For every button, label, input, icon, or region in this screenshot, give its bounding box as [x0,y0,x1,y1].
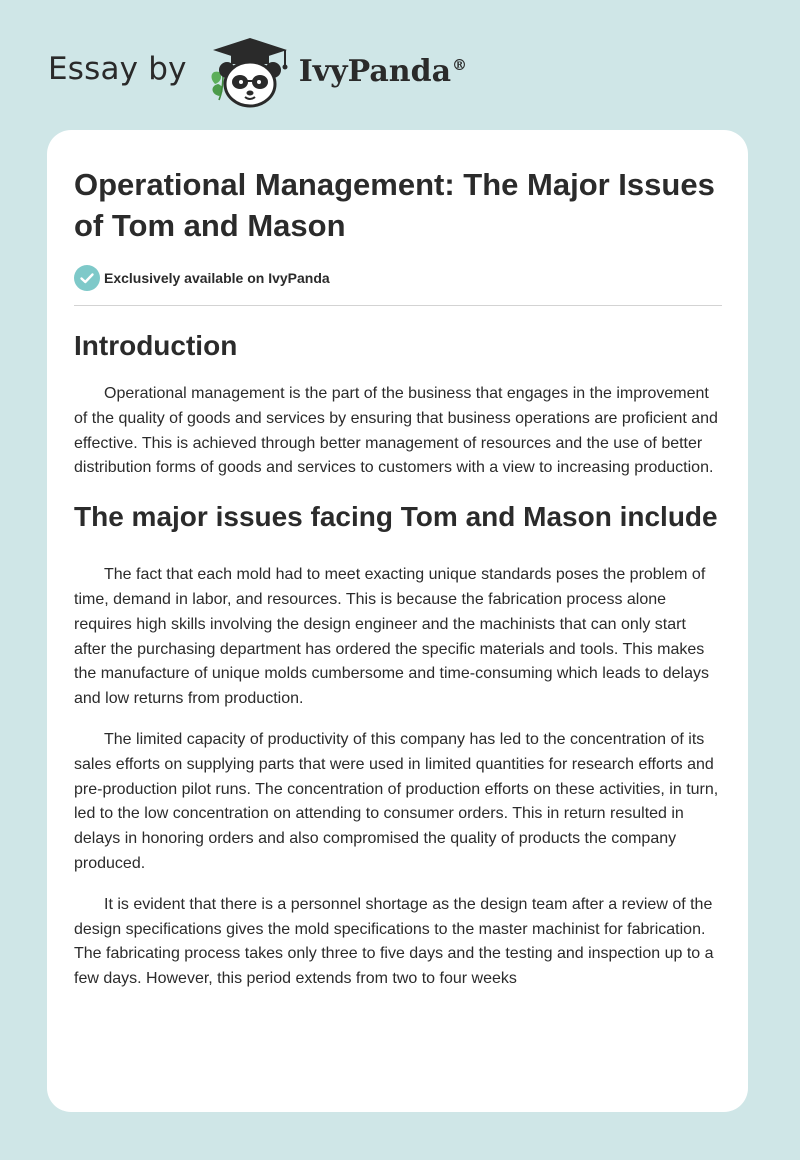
paragraph: The fact that each mold had to meet exacting unique standards poses the problem of time, demand in labor, and resources. This is because the fabrication process alone requires high skills involving the design engineer and the machinists that can only start after the purchasing department has ordered the specific materials and tools. This makes the manufacture of unique molds cumbersome and time-consuming which leads to delays and low returns from production. [74,566,709,708]
essay-title: Operational Management: The Major Issues of Tom and Mason [74,167,715,243]
essay-card [47,130,748,1112]
brand-header[interactable] [48,34,467,110]
paragraph: The limited capacity of productivity of this company has led to the concentration of its sales efforts on supplying parts that were used in limited quantities for research efforts and pre-production pilot runs. The concentration of production efforts on these activities, in turn, led to the low concentration on attending to consumer orders. This in return resulted in delays in honoring orders and also compromised the quality of products the company produced. [74,730,719,872]
registered-mark: ® [452,55,468,74]
check-circle-icon [74,265,100,291]
section-heading-introduction: Introduction [74,330,238,361]
section-heading-major-issues: The major issues facing Tom and Mason include [74,501,718,533]
paragraph: Operational management is the part of the business that engages in the improvement of the quality of goods and services by ensuring that business operations are proficient and effective. This is achieved through better management of resources and the use of better distribution forms of goods and services to customers with a view to increasing production. [74,385,718,477]
exclusive-label: Exclusively available on IvyPanda [104,270,330,286]
exclusive-badge [74,265,722,291]
essay-content [47,130,748,992]
divider [74,305,722,306]
brand-prefix: Essay by [48,51,187,87]
panda-graduate-icon [205,34,295,110]
paragraph: It is evident that there is a personnel shortage as the design team after a review of the design specifications gives the mold specifications to the master machinist for fabrication. The fabricating process takes only three to five days and the testing and inspection up to a few days. However, this period extends from two to four weeks [74,895,714,988]
brand-name: IvyPanda® [298,53,468,89]
